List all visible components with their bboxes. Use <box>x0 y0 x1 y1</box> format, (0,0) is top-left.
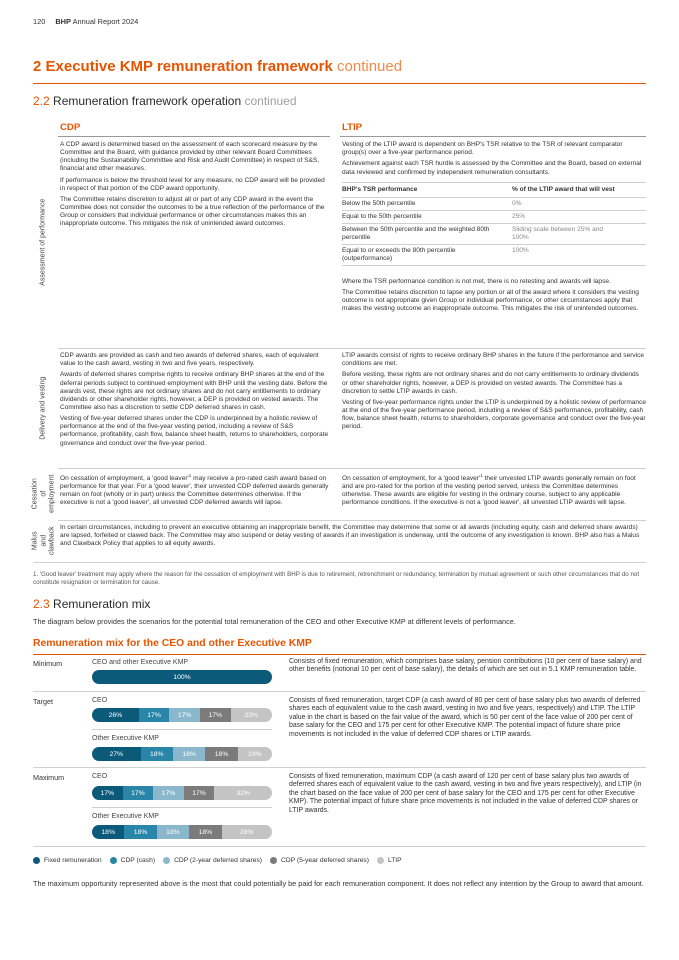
bar-segment: 17% <box>200 708 231 722</box>
table-row: Below the 50th percentile 0% <box>342 197 646 210</box>
row-divider <box>92 729 272 730</box>
mix-title-rule <box>33 654 646 655</box>
section-continued: continued <box>337 58 403 75</box>
bar-segment: 100% <box>92 670 272 684</box>
bar-segment: 18% <box>124 825 156 839</box>
bar-segment: 18% <box>189 825 221 839</box>
delivery-cdp-p2: Awards of deferred shares comprise rights to receive ordinary BHP shares at the end of the deferral periods subject to continued employment with BHP until the vesting date. Before the awards vest, these rights are not ordinary shares and do not carry entitlements to ordinary dividends or other shareholder rights, however, a DEP is provided on vested awards. The Committee also has a discretion to settle CDP deferred shares in cash. <box>60 371 328 411</box>
assessment-ltip-p2: Achievement against each TSR hurdle is assessed by the Committee and the Board, based on external data reviewed and confirmed by independent remuneration consultants. <box>342 160 642 176</box>
bar-segment: 18% <box>92 825 124 839</box>
bar-segment: 27% <box>92 747 141 761</box>
assessment-cdp-p1: A CDP award is determined based on the assessment of each scorecard measure by the Committee and the Board, with guidance provided by other relevant Board Committees (including the Sustainability Committee and Risk and Audit Committee) in respect of S&S, financial and other measures. <box>60 141 320 173</box>
bar-label: Other Executive KMP <box>92 735 159 742</box>
bar-segment: 18% <box>173 747 205 761</box>
legend-item-fixed: Fixed remuneration <box>33 857 102 864</box>
delivery-ltip-p3: Vesting of five-year performance rights under the LTIP is underpinned by a holistic review of performance at the end of the five-year performance period, including a review of S&S performance, profitability, cash flow, balance sheet health, returns to shareholders, corporate governance and conduct over the five-year period. <box>342 399 646 431</box>
subsection-continued: continued <box>244 94 297 108</box>
bar-segment: 17% <box>169 708 200 722</box>
delivery-cdp-p1: CDP awards are provided as cash and two awards of deferred shares, each of equivalent value to the cash award, vesting in two and five years, respectively. <box>60 352 319 368</box>
row-divider <box>58 468 646 469</box>
assessment-ltip-p3: Where the TSR performance condition is not met, there is no retesting and awards will lapse. <box>342 277 611 285</box>
row-divider <box>33 767 646 768</box>
legend-item-cdp-2yr: CDP (2-year deferred shares) <box>163 857 262 864</box>
bar-segment: 18% <box>205 747 237 761</box>
legend-dot <box>33 857 40 864</box>
bar-segment: 26% <box>92 708 139 722</box>
legend-item-cdp-cash: CDP (cash) <box>110 857 155 864</box>
assessment-cdp-p2: If performance is below the threshold level for any measure, no CDP award will be provided in respect of that portion of the CDP award opportunity. <box>60 176 325 192</box>
brand-name: BHP <box>55 17 71 26</box>
legend-item-cdp-5yr: CDP (5-year deferred shares) <box>270 857 369 864</box>
delivery-cdp-p3: Vesting of five-year deferred shares under the CDP is underpinned by a holistic review of performance at the end of the five-year vesting period, including a review of S&S performance, profitability, cash flow, balance sheet health, returns to shareholders, corporate governance and conduct over the five-year period. <box>60 415 329 447</box>
scenario-desc-target: Consists of fixed remuneration, target CDP (a cash award of 80 per cent of base salary plus two awards of deferred shares each of equivalent value to the cash award, vesting in two and five years, respectively) and LTIP. The LTIP value in the chart is based on the fair value of the award, which is 50 per cent of the face value of 200 per cent of base salary for the CEO and 175 per cent for other Executive KMP. The potential impact of future share price movements is not included in the value of deferred CDP shares or LTIP awards. <box>289 697 641 738</box>
delivery-ltip-cell <box>342 352 646 435</box>
assessment-ltip-p4: The Committee retains discretion to lapse any portion or all of the award where it considers the vesting outcome is not appropriate given Group or individual performance, or other circumstances apply that makes the vesting outcome an inappropriate outcome. This mitigates the risk of unintended outcomes. <box>342 289 639 313</box>
footnote: 1. 'Good leaver' treatment may apply where the reason for the cessation of employment with BHP is due to retirement, retrenchment or redundancy, termination by mutual agreement or such other circumstances that do not constitute resignation or termination for cause. <box>33 571 640 586</box>
row-divider <box>33 846 646 847</box>
section-number: 2 <box>33 58 42 75</box>
row-divider <box>92 807 272 808</box>
delivery-cdp-cell <box>60 352 330 451</box>
remuneration-mix-intro: The diagram below provides the scenarios for the potential total remuneration of the CEO and other Executive KMP at different levels of performance. <box>33 617 516 626</box>
tsr-header-vest: % of the LTIP award that will vest <box>512 182 646 197</box>
bar-segment: 18% <box>141 747 173 761</box>
subsection-title-text: Remuneration mix <box>53 597 151 611</box>
table-row: Equal to or exceeds the 80th percentile (outperformance) 100% <box>342 244 646 265</box>
cessation-cdp-cell: On cessation of employment, a 'good $leaver'^1$ may receive a pro-rated cash award based on performance for that year. For a 'good leaver', their unvested CDP deferred awards generally remain on foot (wholly or in part) unless the Committee determines otherwise. If the executive is not a 'good leaver', all unvested CDP deferred awards will lapse. <box>60 473 329 507</box>
row-divider <box>33 691 646 692</box>
assessment-ltip-cell <box>342 141 646 317</box>
bar-segment: 23% <box>231 708 272 722</box>
legend-dot <box>163 857 170 864</box>
assessment-cdp-cell <box>60 141 330 232</box>
subsection-title-2-3 <box>33 597 150 611</box>
row-divider <box>58 348 646 349</box>
bar-segment: 17% <box>153 786 184 800</box>
scenario-label-maximum: Maximum <box>33 773 65 782</box>
column-header-cdp: CDP <box>60 122 81 133</box>
bar-label: CEO <box>92 697 108 704</box>
legend-dot <box>377 857 384 864</box>
table-row: Equal to the 50th percentile 25% <box>342 210 646 223</box>
bar-segment: 28% <box>222 825 272 839</box>
section-rule <box>33 83 646 84</box>
subsection-number: 2.2 <box>33 94 50 108</box>
assessment-ltip-p1: Vesting of the LTIP award is dependent on BHP's TSR relative to the TSR of relevant comparator group(s) over a five-year performance period. <box>342 141 623 157</box>
bar-segment: 32% <box>214 786 272 800</box>
row-label-assessment: Assessment of performance <box>39 198 47 286</box>
row-label-cessation: Cessation of employment <box>31 474 56 514</box>
bar-segment: 17% <box>123 786 154 800</box>
bar-segment: 17% <box>184 786 215 800</box>
bar-target-other-kmp <box>92 747 272 761</box>
row-divider <box>33 562 646 563</box>
tsr-header-performance: BHP's TSR performance <box>342 182 512 197</box>
column-header-ltip: LTIP <box>342 122 363 133</box>
malus-cell: In certain circumstances, including to prevent an executive obtaining an inappropriate benefit, the Committee may determine that some or all awards (including equity, cash and deferred share awards) are lapsed, forfeited or clawed back. The Committee may also suspend or delay vesting of awards if an investigation is underway, until the outcome of any investigation is known. BHP also has a Malus and Clawback Policy that applies to all equity awards. <box>60 524 640 548</box>
legend-item-ltip: LTIP <box>377 857 402 864</box>
scenario-desc-minimum: Consists of fixed remuneration, which comprises base salary, pension contributions (10 per cent of base salary) and other benefits (notional 10 per cent of base salary), the details of which are set out in 5.1 KMP remuneration table. <box>289 658 642 674</box>
tsr-vesting-table <box>342 182 646 266</box>
section-title-text: Executive KMP remuneration framework <box>45 58 333 75</box>
scenario-label-target: Target <box>33 697 53 706</box>
section-title <box>33 58 402 75</box>
row-label-delivery: Delivery and vesting <box>39 376 47 440</box>
column-rule-cdp <box>58 136 330 137</box>
bar-segment: 18% <box>157 825 189 839</box>
bar-label: CEO <box>92 773 108 780</box>
page-header <box>33 17 138 26</box>
row-divider <box>58 520 646 521</box>
bar-target-ceo <box>92 708 272 722</box>
scenario-desc-maximum: Consists of fixed remuneration, maximum CDP (a cash award of 120 per cent of base salary plus two awards of deferred shares each of equivalent value to the cash award, vesting in two and five years respectively), and LTIP (in the chart based on the face value of 200 per cent of base salary for the CEO and 175 per cent for other Executive KMP). The potential impact of future share price movements is not included in the value of deferred CDP shares or LTIP awards. <box>289 773 642 814</box>
remuneration-mix-title: Remuneration mix for the CEO and other Executive KMP <box>33 638 312 649</box>
chart-legend <box>33 857 410 864</box>
subsection-title-2-2 <box>33 94 297 108</box>
bar-label: Other Executive KMP <box>92 813 159 820</box>
column-rule-ltip <box>340 136 646 137</box>
legend-dot <box>270 857 277 864</box>
delivery-ltip-p1: LTIP awards consist of rights to receive ordinary BHP shares in the future if the performance and service conditions are met. <box>342 352 645 368</box>
assessment-cdp-p3: The Committee retains discretion to adjust all or part of any CDP award in the event the Committee does not consider the outcomes to be a true reflection of the performance of the Group or considers that individual performance or other circumstances makes this an inappropriate outcome. This mitigates the risk of unintended award outcomes. <box>60 196 325 228</box>
cessation-ltip-cell: On cessation of employment, for a 'good $leaver'^1$ their unvested LTIP awards generally remain on foot and are pro-rated for the portion of the vesting period served, unless the Committee determines otherwise. These awards are eligible for vesting in the ordinary course, subject to any applicable performance conditions. If the executive is not a 'good leaver', all unvested LTIP awards will lapse. <box>342 473 636 507</box>
bar-segment: 17% <box>92 786 123 800</box>
bar-maximum-other-kmp <box>92 825 272 839</box>
row-label-malus: Malus and clawback <box>31 526 56 556</box>
subsection-title-text: Remuneration framework operation <box>53 94 242 108</box>
page-number: 120 <box>33 17 46 26</box>
bar-label: CEO and other Executive KMP <box>92 659 189 666</box>
closing-note: The maximum opportunity represented above is the most that could potentially be paid for each remuneration component. It does not reflect any intention by the Group to award that amount. <box>33 879 644 888</box>
scenario-label-minimum: Minimum <box>33 659 63 668</box>
bar-minimum-all <box>92 670 272 684</box>
subsection-number: 2.3 <box>33 597 50 611</box>
table-row: Between the 50th percentile and the weighted 80th percentile Sliding scale between 25% and 100% <box>342 223 646 244</box>
bar-segment: 17% <box>139 708 170 722</box>
bar-maximum-ceo <box>92 786 272 800</box>
legend-dot <box>110 857 117 864</box>
bar-segment: 19% <box>238 747 272 761</box>
report-name: Annual Report 2024 <box>72 17 139 26</box>
delivery-ltip-p2: Before vesting, these rights are not ordinary shares and do not carry entitlements to ordinary dividends or other shareholder rights, however, a DEP is provided on vested awards. The Committee has a discretion to settle LTIP awards in cash. <box>342 371 639 395</box>
